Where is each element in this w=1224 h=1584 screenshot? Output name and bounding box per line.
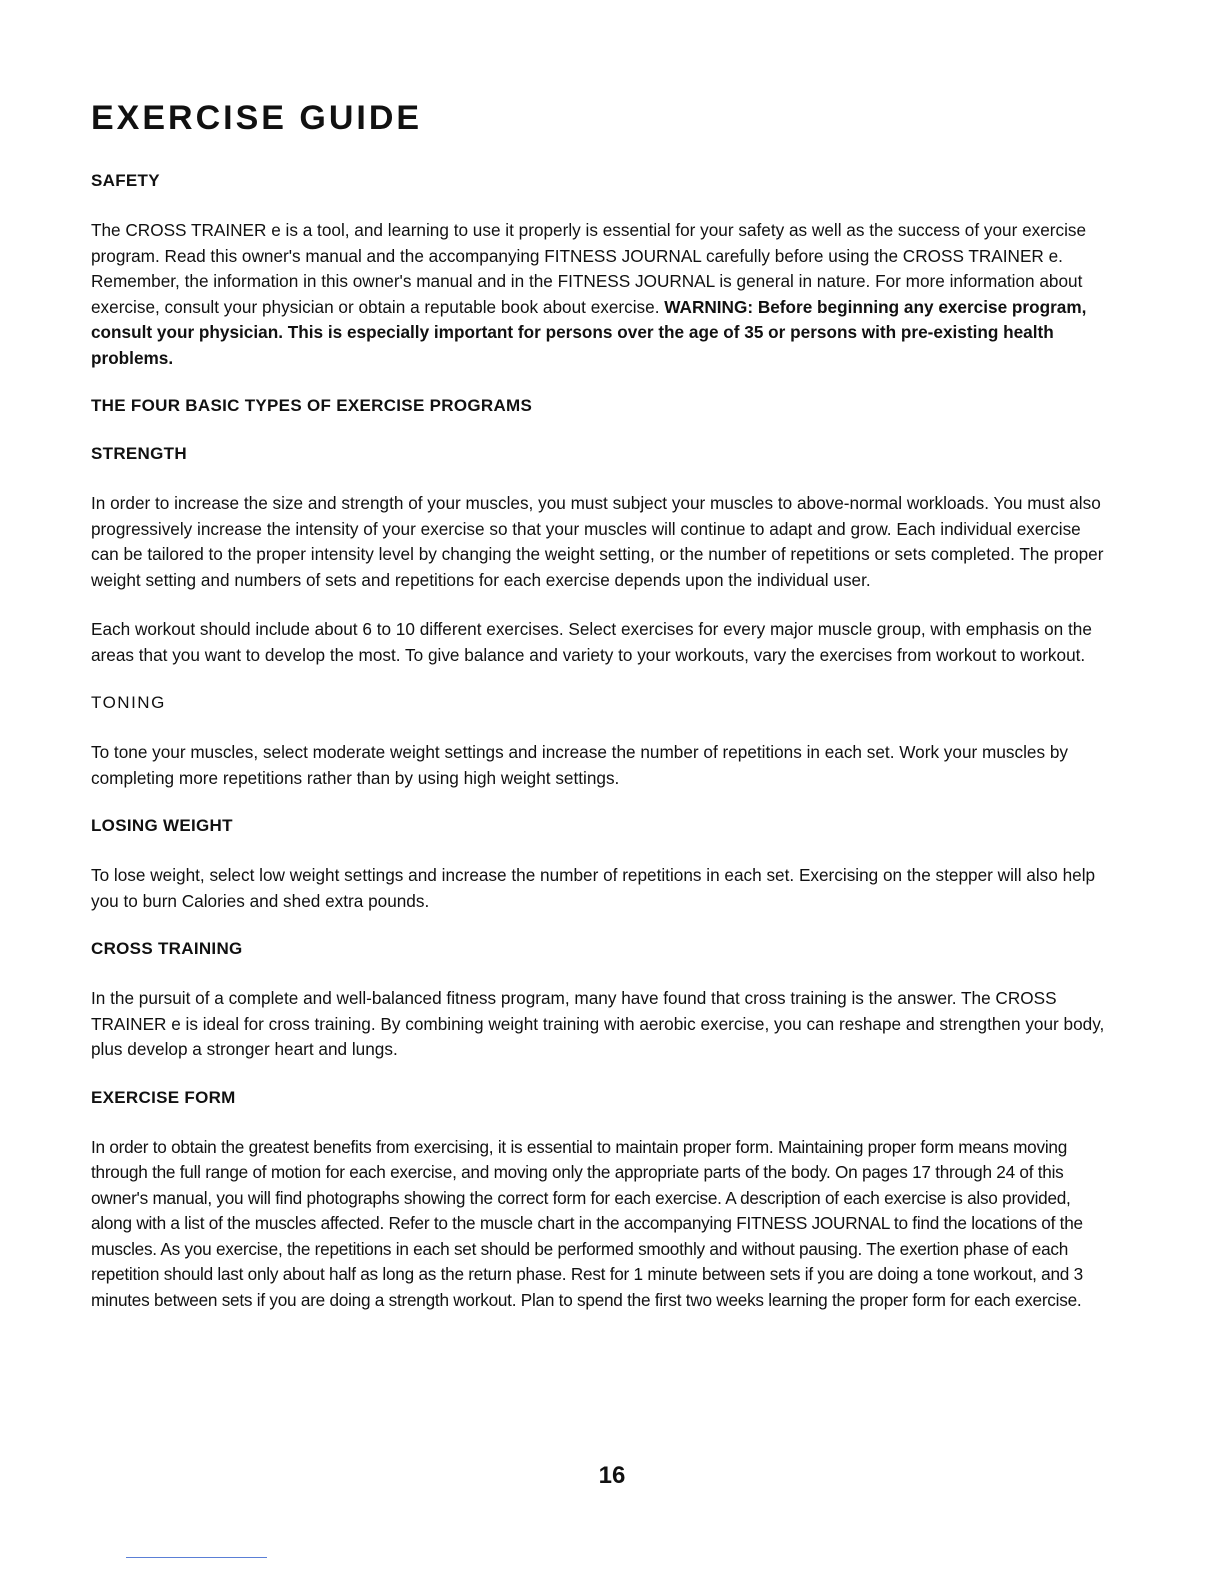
program-types-heading: THE FOUR BASIC TYPES OF EXERCISE PROGRAMS [91,396,533,415]
strength-paragraph-1: In order to increase the size and strength of your muscles, you must subject your muscles to above-normal workloads. You must also progressively increase the intensity of your exercise so that your muscles will continue to adapt and grow. Each individual exercise can be tailored to the proper intensity level by changing the weight setting, or the number of repetitions or sets completed. The proper weight setting and numbers of sets and repetitions for each exercise depends upon the individual user. [91,493,1104,590]
losing-weight-heading: LOSING WEIGHT [91,816,233,835]
toning-heading: TONING [91,693,166,712]
cross-training-heading: CROSS TRAINING [91,939,243,958]
safety-warning: WARNING: Before beginning any exercise program, consult your physician. This is especially important for persons over the age of 35 or persons with pre-existing health problems. [91,296,1087,368]
cross-training-paragraph: In the pursuit of a complete and well-balanced fitness program, many have found that cross training is the answer. The CROSS TRAINER e is ideal for cross training. By combining weight training with aerobic exercise, you can reshape and strengthen your body, plus develop a stronger heart and lungs. [91,988,1105,1059]
safety-heading: SAFETY [91,171,160,190]
footer-divider [126,1557,267,1558]
exercise-form-heading: EXERCISE FORM [91,1087,236,1107]
strength-heading: STRENGTH [91,444,187,463]
toning-paragraph: To tone your muscles, select moderate weight settings and increase the number of repetitions in each set. Work your muscles by completing more repetitions rather than by using high weight settings. [91,742,1068,788]
exercise-form-paragraph: In order to obtain the greatest benefits from exercising, it is essential to maintain proper form. Maintaining proper form means moving through the full range of motion for each exercise, and moving only the appropriate parts of the body. On pages 17 through 24 of this owner's manual, you will find photographs showing the correct form for each exercise. A description of each exercise is also provided, along with a list of the muscles affected. Refer to the muscle chart in the accompanying FITNESS JOURNAL to find the locations of the muscles. As you exercise, the repetitions in each set should be performed smoothly and without pausing. The exertion phase of each repetition should last only about half as long as the return phase. Rest for 1 minute between sets if you are doing a tone workout, and 3 minutes between sets if you are doing a strength workout. Plan to spend the first two weeks learning the proper form for each exercise. [91,1136,1083,1310]
safety-body: The CROSS TRAINER e is a tool, and learning to use it properly is essential for your safety as well as the success of your exercise program. Read this owner's manual and the accompanying FITNESS JOURNAL carefully before using the CROSS TRAINER e. Remember, the information in this owner's manual and in the FITNESS JOURNAL is general in nature. For more information about exercise, consult your physician or obtain a reputable book about exercise. [91,220,1087,317]
safety-paragraph [91,218,1111,371]
losing-weight-paragraph: To lose weight, select low weight settings and increase the number of repetitions in each set. Exercising on the stepper will also help you to burn Calories and shed extra pounds. [91,865,1096,911]
document-page [91,96,1111,1337]
page-title: EXERCISE GUIDE [91,99,423,137]
page-number: 16 [598,1462,626,1489]
strength-paragraph-2: Each workout should include about 6 to 10 different exercises. Select exercises for every major muscle group, with emphasis on the areas that you want to develop the most. To give balance and variety to your workouts, vary the exercises from workout to workout. [91,619,1092,665]
